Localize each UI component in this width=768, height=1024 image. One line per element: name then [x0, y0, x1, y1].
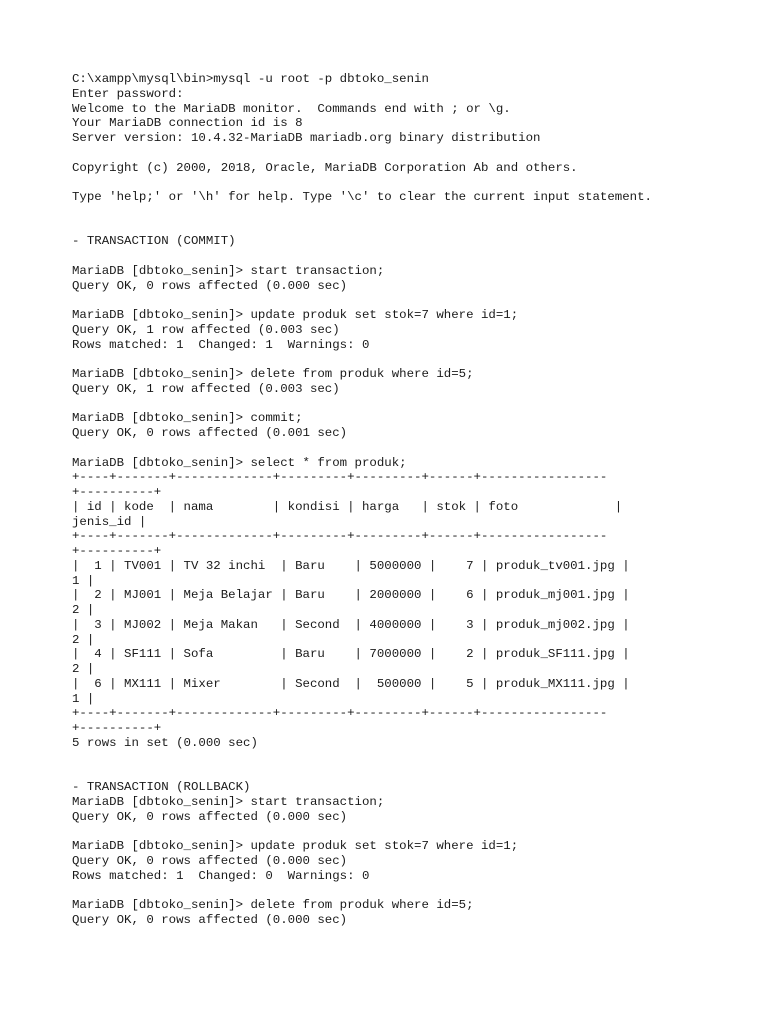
text-line: Type 'help;' or '\h' for help. Type '\c' to clear the current input statement.	[72, 190, 652, 204]
text-line: Welcome to the MariaDB monitor. Commands end with ; or \g.	[72, 101, 511, 116]
blank-line	[72, 249, 762, 264]
document-text	[72, 72, 762, 928]
blank-line	[72, 765, 762, 780]
text-line: | 1 | TV001 | TV 32 inchi | Baru | 5000000 | 7 | produk_tv001.jpg |	[72, 558, 630, 573]
text-line: 1 |	[72, 691, 95, 706]
text-line: | 3 | MJ002 | Meja Makan | Second | 4000000 | 3 | produk_mj002.jpg |	[72, 617, 630, 632]
text-line: Query OK, 0 rows affected (0.000 sec)	[72, 853, 348, 868]
blank-line	[72, 220, 762, 235]
text-line: +----------+	[72, 721, 162, 735]
text-line: MariaDB [dbtoko_senin]> update produk set stok=7 where id=1;	[72, 308, 519, 322]
text-line: Query OK, 0 rows affected (0.000 sec)	[72, 278, 348, 293]
text-line: MariaDB [dbtoko_senin]> start transaction;	[72, 263, 385, 278]
text-line: MariaDB [dbtoko_senin]> delete from produk where id=5;	[72, 898, 474, 912]
text-line: - TRANSACTION (COMMIT)	[72, 234, 236, 249]
text-line: 5 rows in set (0.000 sec)	[72, 735, 258, 750]
blank-line	[72, 824, 762, 839]
blank-line	[72, 146, 762, 161]
text-line: Enter password:	[72, 86, 184, 101]
blank-line	[72, 441, 762, 456]
text-line: 2 |	[72, 603, 95, 617]
text-line: 2 |	[72, 632, 95, 647]
text-line: | 4 | SF111 | Sofa | Baru | 7000000 | 2 | produk_SF111.jpg |	[72, 647, 630, 662]
text-line: Server version: 10.4.32-MariaDB mariadb.org binary distribution	[72, 131, 541, 145]
text-line: Copyright (c) 2000, 2018, Oracle, MariaDB Corporation Ab and others.	[72, 160, 578, 175]
text-line: Query OK, 1 row affected (0.003 sec)	[72, 322, 340, 337]
text-line: Query OK, 1 row affected (0.003 sec)	[72, 381, 340, 396]
text-line: MariaDB [dbtoko_senin]> start transaction;	[72, 794, 385, 809]
text-line: +----+-------+-------------+---------+---------+------+-----------------	[72, 529, 608, 544]
text-line: MariaDB [dbtoko_senin]> delete from produk where id=5;	[72, 367, 474, 381]
text-line: | 6 | MX111 | Mixer | Second | 500000 | 5 | produk_MX111.jpg |	[72, 676, 630, 691]
text-line: Rows matched: 1 Changed: 0 Warnings: 0	[72, 868, 370, 883]
blank-line	[72, 751, 762, 766]
text-line: +----+-------+-------------+---------+---------+------+-----------------	[72, 470, 608, 485]
text-line: MariaDB [dbtoko_senin]> commit;	[72, 411, 303, 426]
blank-line	[72, 352, 762, 367]
text-line: Query OK, 0 rows affected (0.000 sec)	[72, 912, 348, 927]
text-line: 2 |	[72, 662, 95, 676]
text-line: Query OK, 0 rows affected (0.000 sec)	[72, 809, 348, 824]
text-line: C:\xampp\mysql\bin>mysql -u root -p dbtoko_senin	[72, 72, 429, 86]
blank-line	[72, 175, 762, 190]
text-line: jenis_id |	[72, 514, 147, 529]
blank-line	[72, 397, 762, 412]
text-line: - TRANSACTION (ROLLBACK)	[72, 780, 251, 794]
text-line: +----------+	[72, 485, 162, 499]
text-line: +----+-------+-------------+---------+---------+------+-----------------	[72, 706, 608, 721]
text-line: +----------+	[72, 544, 162, 558]
text-line: MariaDB [dbtoko_senin]> update produk set stok=7 where id=1;	[72, 839, 519, 853]
text-line: Query OK, 0 rows affected (0.001 sec)	[72, 426, 348, 440]
blank-line	[72, 205, 762, 220]
text-line: | 2 | MJ001 | Meja Belajar | Baru | 2000000 | 6 | produk_mj001.jpg |	[72, 588, 630, 603]
text-line: Your MariaDB connection id is 8	[72, 116, 303, 131]
text-line: | id | kode | nama | kondisi | harga | stok | foto |	[72, 499, 623, 514]
text-line: 1 |	[72, 573, 95, 588]
text-line: Rows matched: 1 Changed: 1 Warnings: 0	[72, 337, 370, 352]
blank-line	[72, 883, 762, 898]
text-line: MariaDB [dbtoko_senin]> select * from produk;	[72, 455, 407, 470]
blank-line	[72, 293, 762, 308]
